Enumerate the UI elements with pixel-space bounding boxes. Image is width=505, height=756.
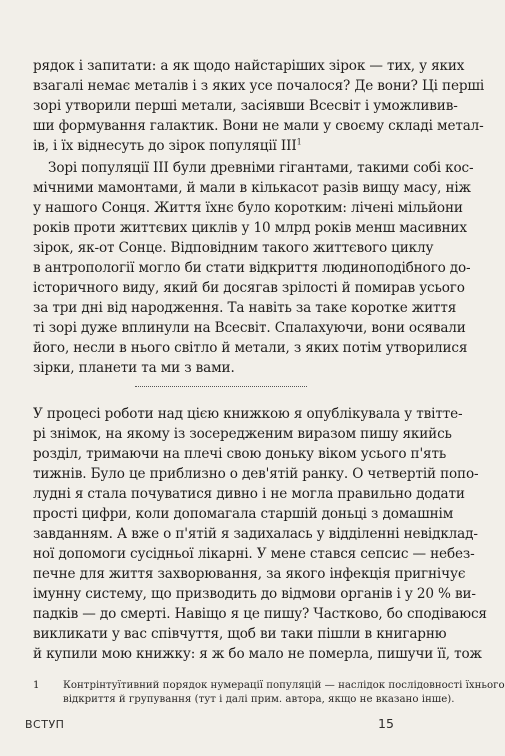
text-line: ши формування галактик. Вони не мали у своєму складі метал-: [33, 118, 484, 134]
text-line: ті зорі дуже вплинули на Всесвіт. Спалахуючи, вони осявали: [33, 320, 466, 336]
text-line: Зорі популяції ІІІ були древніми гігантами, такими собі кос-: [48, 160, 474, 176]
text-line: імунну систему, що призводить до відмови органів і у 20 % ви-: [33, 586, 476, 602]
text-line: за три дні від народження. Та навіть за таке коротке життя: [33, 300, 457, 316]
text-line: прості цифри, коли допомагала старшій доньці з домашнім: [33, 506, 454, 522]
text-line: тижнів. Було це приблизно о дев'ятій ранку. О четвертій попо-: [33, 466, 479, 482]
text-line: У процесі роботи над цією книжкою я опублікувала у твітте-: [33, 406, 463, 422]
text-line-with-footnote: [33, 136, 411, 156]
text-line: зірки, планети та ми з вами.: [33, 360, 235, 376]
section-divider: [135, 386, 307, 387]
text-line: у нашого Сонця. Життя їхнє було коротким: лічені мільйони: [33, 200, 463, 216]
text-line: історичного виду, який би досягав зрілості й помирав усього: [33, 280, 465, 296]
text-line: печне для життя захворювання, за якого інфекція пригнічує: [33, 566, 466, 582]
text-line: ів, і їх віднесуть до зірок популяції ІІІ: [33, 138, 297, 154]
text-line: ної допомоги сусідньої лікарні. У мене стався сепсис — небез-: [33, 546, 475, 562]
text-line: лудні я стала почуватися дивно і не могла правильно додати: [33, 486, 465, 502]
text-line: мічними мамонтами, й мали в кількасот разів вищу масу, ніж: [33, 180, 471, 196]
section-running-head: ВСТУП: [25, 718, 65, 731]
text-line: зірок, як-от Сонце. Відповідним такого життєвого циклу: [33, 240, 434, 256]
text-line: викликати у вас співчуття, щоб ви таки пішли в книгарню: [33, 626, 447, 642]
text-line: його, несли в нього світло й метали, з яких потім утворилися: [33, 340, 468, 356]
text-line: розділ, тримаючи на плечі свою доньку віком усього п'ять: [33, 446, 447, 462]
text-line: завданням. А вже о п'ятій я задихалась у відділенні невідклад-: [33, 526, 478, 542]
footnote-line: відкриття й групування (тут і далі прим. автора, якщо не вказано інше).: [63, 694, 455, 705]
text-line: рядок і запитати: а як щодо найстаріших зірок — тих, у яких: [33, 58, 465, 74]
footnote-number: 1: [33, 680, 40, 691]
footnote-line: Контрінтуїтивний порядок нумерації популяцій — наслідок послідовності їхнього: [63, 680, 505, 691]
text-line: й купили мою книжку: я ж бо мало не померла, пишучи її, тож: [33, 646, 482, 662]
text-line: рі знімок, на якому із зосередженим виразом пишу якийсь: [33, 426, 452, 442]
text-line: взагалі немає металів і з яких усе почалося? Де вони? Ці перші: [33, 78, 485, 94]
text-line: років проти життєвих циклів у 10 млрд років менш масивних: [33, 220, 467, 236]
text-line: падків — до смерті. Навіщо я це пишу? Частково, бо сподіваюся: [33, 606, 487, 622]
text-line: в антропології могло би стати відкриття людиноподібного до-: [33, 260, 471, 276]
page-number: 15: [378, 716, 394, 731]
text-line: зорі утворили перші метали, засіявши Всесвіт і уможливив-: [33, 98, 458, 114]
footnote-reference: 1: [296, 137, 302, 147]
